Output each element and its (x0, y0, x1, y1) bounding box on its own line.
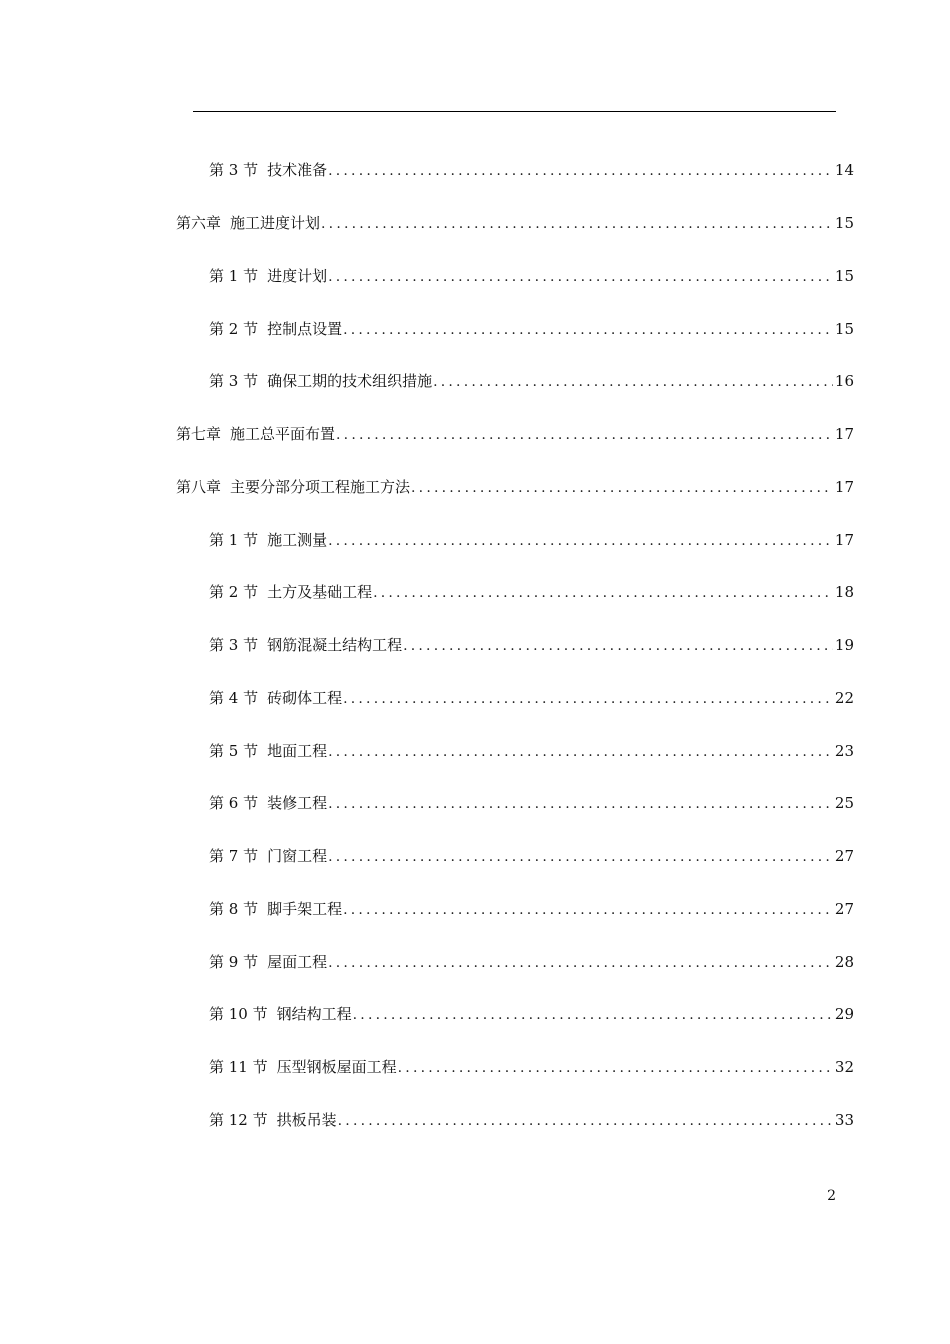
toc-dot-leader (403, 634, 833, 658)
toc-entry-title: 确保工期的技术组织措施 (267, 372, 433, 390)
toc-entry[interactable] (176, 422, 854, 446)
toc-entry[interactable] (209, 1002, 854, 1026)
toc-entry-page: 27 (834, 847, 854, 865)
toc-entry[interactable] (209, 844, 854, 868)
toc-entry-number: 第 1 节 (209, 531, 259, 549)
toc-entry-page: 17 (834, 478, 854, 496)
toc-entry-title: 控制点设置 (267, 320, 343, 338)
toc-entry-page: 29 (834, 1005, 854, 1023)
toc-entry-title: 技术准备 (267, 161, 328, 179)
toc-entry-number: 第 2 节 (209, 320, 259, 338)
toc-entry-page: 33 (834, 1111, 854, 1129)
toc-entry-page: 16 (834, 372, 854, 390)
toc-entry-title: 施工测量 (267, 531, 328, 549)
toc-dot-leader (328, 792, 833, 816)
toc-entry[interactable] (176, 475, 854, 499)
toc-entry-number: 第 2 节 (209, 583, 259, 601)
toc-dot-leader (328, 529, 833, 553)
toc-entry-number: 第 11 节 (209, 1058, 268, 1076)
toc-dot-leader (353, 1003, 833, 1027)
toc-entry-page: 17 (834, 531, 854, 549)
toc-dot-leader (373, 581, 833, 605)
toc-entry-title: 拱板吊装 (276, 1111, 337, 1129)
toc-dot-leader (328, 740, 833, 764)
toc-entry-page: 22 (834, 689, 854, 707)
toc-dot-leader (411, 476, 833, 500)
toc-entry[interactable] (209, 633, 854, 657)
toc-dot-leader (338, 1109, 833, 1133)
toc-entry[interactable] (176, 211, 854, 235)
toc-dot-leader (328, 265, 833, 289)
toc-dot-leader (321, 212, 833, 236)
toc-entry-number: 第六章 (176, 214, 222, 232)
toc-entry-page: 17 (834, 425, 854, 443)
toc-dot-leader (398, 1056, 833, 1080)
toc-entry-title: 压型钢板屋面工程 (276, 1058, 397, 1076)
toc-entry-number: 第 8 节 (209, 900, 259, 918)
toc-entry-page: 15 (834, 267, 854, 285)
toc-entry-number: 第 3 节 (209, 636, 259, 654)
toc-entry-number: 第八章 (176, 478, 222, 496)
toc-entry-page: 15 (834, 214, 854, 232)
toc-entry-title: 土方及基础工程 (267, 583, 373, 601)
toc-entry[interactable] (209, 264, 854, 288)
toc-entry-number: 第 3 节 (209, 372, 259, 390)
toc-entry-number: 第 7 节 (209, 847, 259, 865)
toc-entry-number: 第七章 (176, 425, 222, 443)
toc-dot-leader (343, 318, 833, 342)
toc-dot-leader (343, 687, 833, 711)
toc-entry-title: 钢筋混凝土结构工程 (267, 636, 403, 654)
toc-entry-page: 18 (834, 583, 854, 601)
toc-entry[interactable] (209, 158, 854, 182)
toc-dot-leader (328, 159, 833, 183)
toc-entry-number: 第 12 节 (209, 1111, 268, 1129)
toc-entry[interactable] (209, 1055, 854, 1079)
toc-dot-leader (328, 845, 833, 869)
toc-entry-title: 施工总平面布置 (230, 425, 336, 443)
toc-entry-page: 23 (834, 742, 854, 760)
toc-entry[interactable] (209, 580, 854, 604)
toc-entry-page: 14 (834, 161, 854, 179)
toc-entry-title: 装修工程 (267, 794, 328, 812)
toc-entry[interactable] (209, 950, 854, 974)
toc-entry-number: 第 9 节 (209, 953, 259, 971)
page-number: 2 (827, 1188, 836, 1204)
toc-entry-title: 脚手架工程 (267, 900, 343, 918)
toc-entry-number: 第 4 节 (209, 689, 259, 707)
toc-entry-number: 第 1 节 (209, 267, 259, 285)
toc-entry[interactable] (209, 1108, 854, 1132)
toc-entry-title: 屋面工程 (267, 953, 328, 971)
toc-dot-leader (343, 898, 833, 922)
toc-dot-leader (328, 951, 833, 975)
toc-dot-leader (336, 423, 833, 447)
toc-entry-number: 第 3 节 (209, 161, 259, 179)
toc-entry-page: 27 (834, 900, 854, 918)
toc-entry-title: 进度计划 (267, 267, 328, 285)
toc-entry-page: 15 (834, 320, 854, 338)
toc-entry[interactable] (209, 897, 854, 921)
toc-entry[interactable] (209, 317, 854, 341)
toc-entry-page: 19 (834, 636, 854, 654)
toc-entry[interactable] (209, 686, 854, 710)
toc-entry-title: 地面工程 (267, 742, 328, 760)
toc-entry-title: 砖砌体工程 (267, 689, 343, 707)
toc-entry-number: 第 10 节 (209, 1005, 268, 1023)
toc-entry-page: 28 (834, 953, 854, 971)
toc-entry-title: 主要分部分项工程施工方法 (230, 478, 411, 496)
toc-dot-leader (433, 370, 833, 394)
toc-entry-number: 第 6 节 (209, 794, 259, 812)
toc-entry-title: 施工进度计划 (230, 214, 321, 232)
toc-entry[interactable] (209, 739, 854, 763)
toc-entry[interactable] (209, 791, 854, 815)
toc-entry-page: 32 (834, 1058, 854, 1076)
toc-entry-title: 门窗工程 (267, 847, 328, 865)
toc-entry[interactable] (209, 528, 854, 552)
toc-entry-title: 钢结构工程 (276, 1005, 352, 1023)
toc-entry-page: 25 (834, 794, 854, 812)
toc-entry[interactable] (209, 369, 854, 393)
toc-entry-number: 第 5 节 (209, 742, 259, 760)
